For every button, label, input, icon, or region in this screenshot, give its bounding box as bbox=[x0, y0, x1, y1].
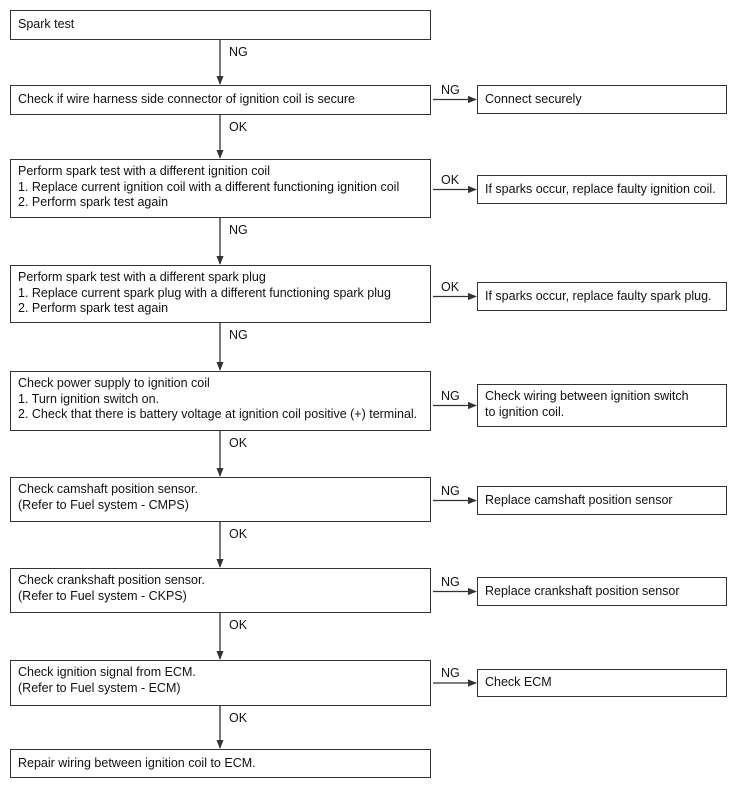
step-box-8-text-line: (Refer to Fuel system - ECM) bbox=[18, 680, 181, 695]
step-box-9-text-line: Repair wiring between ignition coil to ECM. bbox=[18, 755, 256, 770]
step-box-6 bbox=[10, 477, 431, 522]
step-box-4-text-line: 1. Replace current spark plug with a different functioning spark plug bbox=[18, 285, 391, 300]
result-box-4 bbox=[477, 384, 727, 427]
step-box-4-text-line: 2. Perform spark test again bbox=[18, 301, 169, 315]
result-box-1 bbox=[477, 85, 727, 114]
side-label-5: NG bbox=[441, 483, 460, 498]
step-box-4-text-line: Perform spark test with a different spark plug bbox=[18, 270, 266, 284]
step-box-7-text-line: Check crankshaft position sensor. bbox=[18, 573, 205, 587]
side-label-6: NG bbox=[441, 574, 460, 589]
result-box-3 bbox=[477, 282, 727, 311]
down-label-8: OK bbox=[229, 711, 248, 725]
side-label-3: OK bbox=[441, 279, 460, 294]
step-box-3-text-line: 2. Perform spark test again bbox=[18, 195, 169, 209]
step-box-7 bbox=[10, 568, 431, 613]
step-box-5-text-line: 1. Turn ignition switch on. bbox=[18, 391, 160, 406]
result-box-4-text-line: Check wiring between ignition switch bbox=[485, 389, 689, 403]
down-label-7: OK bbox=[229, 618, 248, 632]
step-box-1-text-line: Spark test bbox=[18, 17, 75, 32]
result-box-2 bbox=[477, 175, 727, 204]
step-box-5-text-line: 2. Check that there is battery voltage at ignition coil positive (+) terminal. bbox=[18, 407, 418, 421]
step-box-5-text-line: Check power supply to ignition coil bbox=[18, 376, 210, 390]
result-box-7-text-line: Check ECM bbox=[485, 675, 552, 690]
side-label-1: NG bbox=[441, 82, 460, 97]
result-box-4-text-line: to ignition coil. bbox=[485, 404, 565, 419]
result-box-2-text-line: If sparks occur, replace faulty ignition coil. bbox=[485, 181, 716, 196]
result-box-7 bbox=[477, 669, 727, 697]
side-label-4: NG bbox=[441, 388, 460, 403]
side-label-2: OK bbox=[441, 172, 460, 187]
down-label-6: OK bbox=[229, 527, 248, 541]
down-label-4: NG bbox=[229, 328, 248, 342]
down-label-1: NG bbox=[229, 45, 248, 59]
step-box-2 bbox=[10, 85, 431, 115]
step-box-4 bbox=[10, 265, 431, 323]
side-label-7: NG bbox=[441, 666, 460, 680]
step-box-8-text-line: Check ignition signal from ECM. bbox=[18, 665, 196, 679]
step-box-1 bbox=[10, 10, 431, 40]
step-box-8 bbox=[10, 660, 431, 706]
result-box-6-text-line: Replace crankshaft position sensor bbox=[485, 583, 680, 598]
result-box-1-text-line: Connect securely bbox=[485, 91, 582, 106]
step-box-3 bbox=[10, 159, 431, 218]
result-box-3-text-line: If sparks occur, replace faulty spark plug. bbox=[485, 288, 712, 303]
step-box-6-text-line: (Refer to Fuel system - CMPS) bbox=[18, 497, 189, 512]
down-label-3: NG bbox=[229, 223, 248, 237]
result-box-5-text-line: Replace camshaft position sensor bbox=[485, 492, 673, 507]
step-box-6-text-line: Check camshaft position sensor. bbox=[18, 482, 198, 496]
result-box-6 bbox=[477, 577, 727, 606]
step-box-3-text-line: Perform spark test with a different ignition coil bbox=[18, 164, 270, 178]
down-label-2: OK bbox=[229, 120, 248, 134]
step-box-2-text-line: Check if wire harness side connector of ignition coil is secure bbox=[18, 92, 355, 107]
step-box-5 bbox=[10, 371, 431, 431]
result-box-5 bbox=[477, 486, 727, 515]
step-box-9 bbox=[10, 749, 431, 778]
down-label-5: OK bbox=[229, 436, 248, 450]
step-box-3-text-line: 1. Replace current ignition coil with a different functioning ignition coil bbox=[18, 179, 400, 194]
step-box-7-text-line: (Refer to Fuel system - CKPS) bbox=[18, 588, 187, 603]
